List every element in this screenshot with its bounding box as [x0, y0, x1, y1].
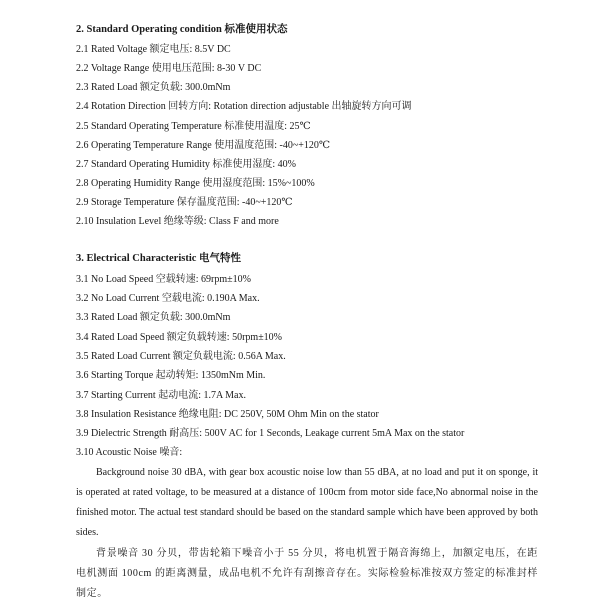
- spec-line-2-3: 2.3 Rated Load 额定负载: 300.0mNm: [76, 82, 231, 93]
- spec-line-3-4: 3.4 Rated Load Speed 额定负载转速: 50rpm±10%: [76, 332, 283, 343]
- spec-line-3-10: 3.10 Acoustic Noise 噪音:: [76, 447, 183, 458]
- spec-line-3-2: 3.2 No Load Current 空载电流: 0.190A Max.: [76, 293, 260, 304]
- spec-line-2-7: 2.7 Standard Operating Humidity 标准使用湿度: 40%: [76, 159, 296, 170]
- spec-line-3-7: 3.7 Starting Current 起动电流: 1.7A Max.: [76, 390, 246, 401]
- noise-paragraph-chinese: 背景噪音 30 分贝，带齿轮箱下噪音小于 55 分贝，将电机置于隔音海绵上，加额定电压，在距电机测面 100cm 的距离测量，成品电机不允许有刮擦音存在。实际检验标准按双方签定的标准封样制定。: [76, 548, 538, 599]
- spec-line-2-9: 2.9 Storage Temperature 保存温度范围: -40~+120℃: [76, 197, 293, 208]
- spec-line-3-6: 3.6 Starting Torque 起动转矩: 1350mNm Min.: [76, 370, 266, 381]
- section-2-heading: 2. Standard Operating condition 标准使用状态: [76, 24, 288, 35]
- spec-line-3-1: 3.1 No Load Speed 空载转速: 69rpm±10%: [76, 274, 251, 285]
- spec-line-2-8: 2.8 Operating Humidity Range 使用湿度范围: 15%~100%: [76, 178, 315, 189]
- spec-line-2-6: 2.6 Operating Temperature Range 使用温度范围: -40~+120℃: [76, 140, 331, 151]
- spec-line-3-5: 3.5 Rated Load Current 额定负载电流: 0.56A Max.: [76, 351, 286, 362]
- spec-line-2-2: 2.2 Voltage Range 使用电压范围: 8-30 V DC: [76, 63, 262, 74]
- spec-line-3-9: 3.9 Dielectric Strength 耐高压: 500V AC for 1 Seconds, Leakage current 5mA Max on the stator: [76, 428, 465, 439]
- spec-line-3-3: 3.3 Rated Load 额定负载: 300.0mNm: [76, 312, 231, 323]
- spec-line-2-10: 2.10 Insulation Level 绝缘等级: Class F and more: [76, 216, 279, 227]
- spec-line-2-1: 2.1 Rated Voltage 额定电压: 8.5V DC: [76, 44, 231, 55]
- spec-line-2-5: 2.5 Standard Operating Temperature 标准使用温度: 25℃: [76, 121, 311, 132]
- noise-paragraph-english: Background noise 30 dBA, with gear box acoustic noise low than 55 dBA, at no load and put it on sponge, it is operated at rated voltage, to be measured at a distance of 100cm from motor side face,No abnormal noise in the finished motor. The actual test standard should be based on the standard sample which have been approved by both sides.: [76, 467, 538, 538]
- spec-line-3-8: 3.8 Insulation Resistance 绝缘电阻: DC 250V, 50M Ohm Min on the stator: [76, 409, 379, 420]
- spec-line-2-4: 2.4 Rotation Direction 回转方向: Rotation direction adjustable 出轴旋转方向可调: [76, 101, 412, 112]
- section-3-heading: 3. Electrical Characteristic 电气特性: [76, 253, 242, 264]
